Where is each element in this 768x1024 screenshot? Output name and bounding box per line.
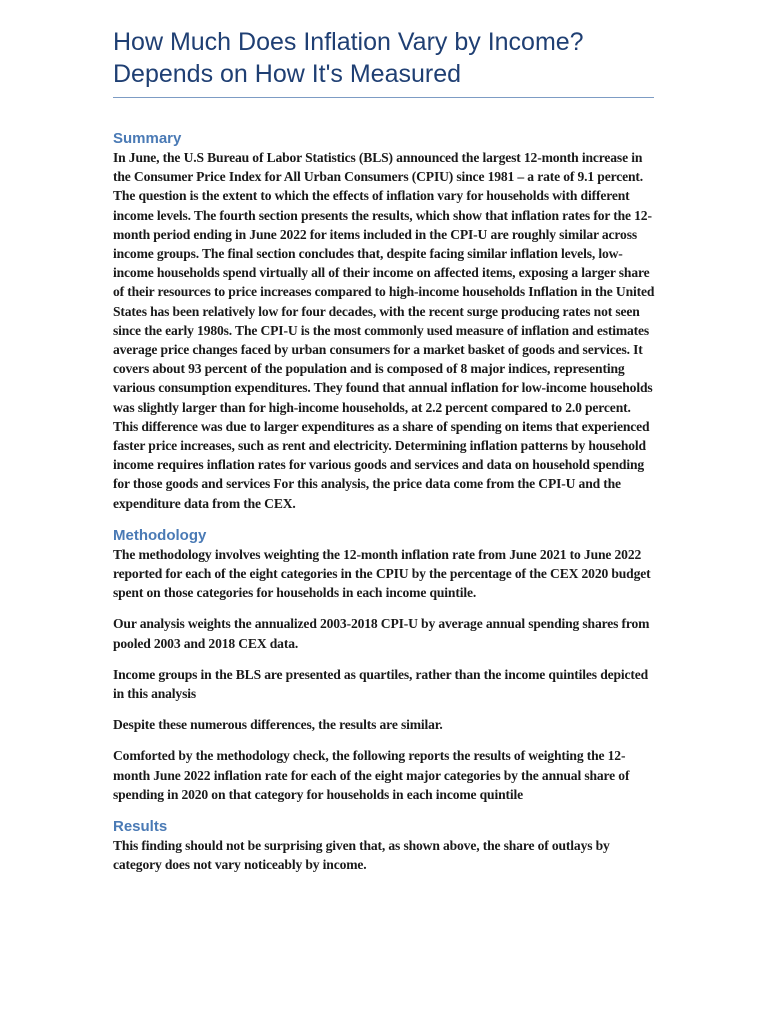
- summary-section: [113, 130, 654, 513]
- methodology-paragraph-4: Despite these numerous differences, the results are similar.: [113, 717, 443, 733]
- methodology-section: [113, 527, 654, 804]
- summary-paragraph: In June, the U.S Bureau of Labor Statistics (BLS) announced the largest 12-month increase in the Consumer Price Index for All Urban Consumers (CPIU) since 1981 – a rate of 9.1 percent. The question is the extent to which the effects of inflation vary for households with different income levels. The fourth section presents the results, which show that inflation rates for the 12-month period ending in June 2022 for items included in the CPI-U are roughly similar across income groups. The final section concludes that, despite facing similar inflation levels, low-income households spend virtually all of their income on affected items, exposing a larger share of their resources to price increases compared to high-income households Inflation in the United States has been relatively low for four decades, with the recent surge producing rates not seen since the early 1980s. The CPI-U is the most commonly used measure of inflation and estimates average price changes faced by urban consumers for a market basket of goods and services. It covers about 93 percent of the population and is composed of 8 major indices, representing various consumption expenditures. They found that annual inflation for low-income households was slightly larger than for high-income households, at 2.2 percent compared to 2.0 percent. This difference was due to larger expenditures as a share of spending on items that experienced faster price increases, such as rent and electricity. Determining inflation patterns by household income requires inflation rates for various goods and services and data on household spending for those goods and services For this analysis, the price data come from the CPI-U and the expenditure data from the CEX.: [113, 150, 655, 511]
- summary-heading: Summary: [113, 130, 182, 147]
- results-heading: Results: [113, 818, 168, 836]
- results-section: [113, 818, 654, 874]
- methodology-paragraph-3: Income groups in the BLS are presented as quartiles, rather than the income quintiles depicted in this analysis: [113, 666, 649, 702]
- methodology-heading: Methodology: [113, 526, 207, 544]
- methodology-paragraph-1: The methodology involves weighting the 12-month inflation rate from June 2021 to June 2022 reported for each of the eight categories in the CPIU by the percentage of the CEX 2020 budget spent on those categories for households in each income quintile.: [113, 546, 651, 601]
- document-title: [113, 26, 654, 98]
- methodology-paragraph-2: Our analysis weights the annualized 2003-2018 CPI-U by average annual spending shares from pooled 2003 and 2018 CEX data.: [113, 616, 650, 651]
- title-line-2: Depends on How It's Measured: [113, 60, 462, 88]
- methodology-paragraph-5: Comforted by the methodology check, the following reports the results of weighting the 12-month June 2022 inflation rate for each of the eight major categories by the annual share of spending in 2020 on that category for households in each income quintile: [113, 748, 630, 802]
- title-line-1: How Much Does Inflation Vary by Income?: [113, 28, 584, 56]
- results-paragraph: This finding should not be surprising given that, as shown above, the share of outlays by category does not vary noticeably by income.: [113, 838, 610, 873]
